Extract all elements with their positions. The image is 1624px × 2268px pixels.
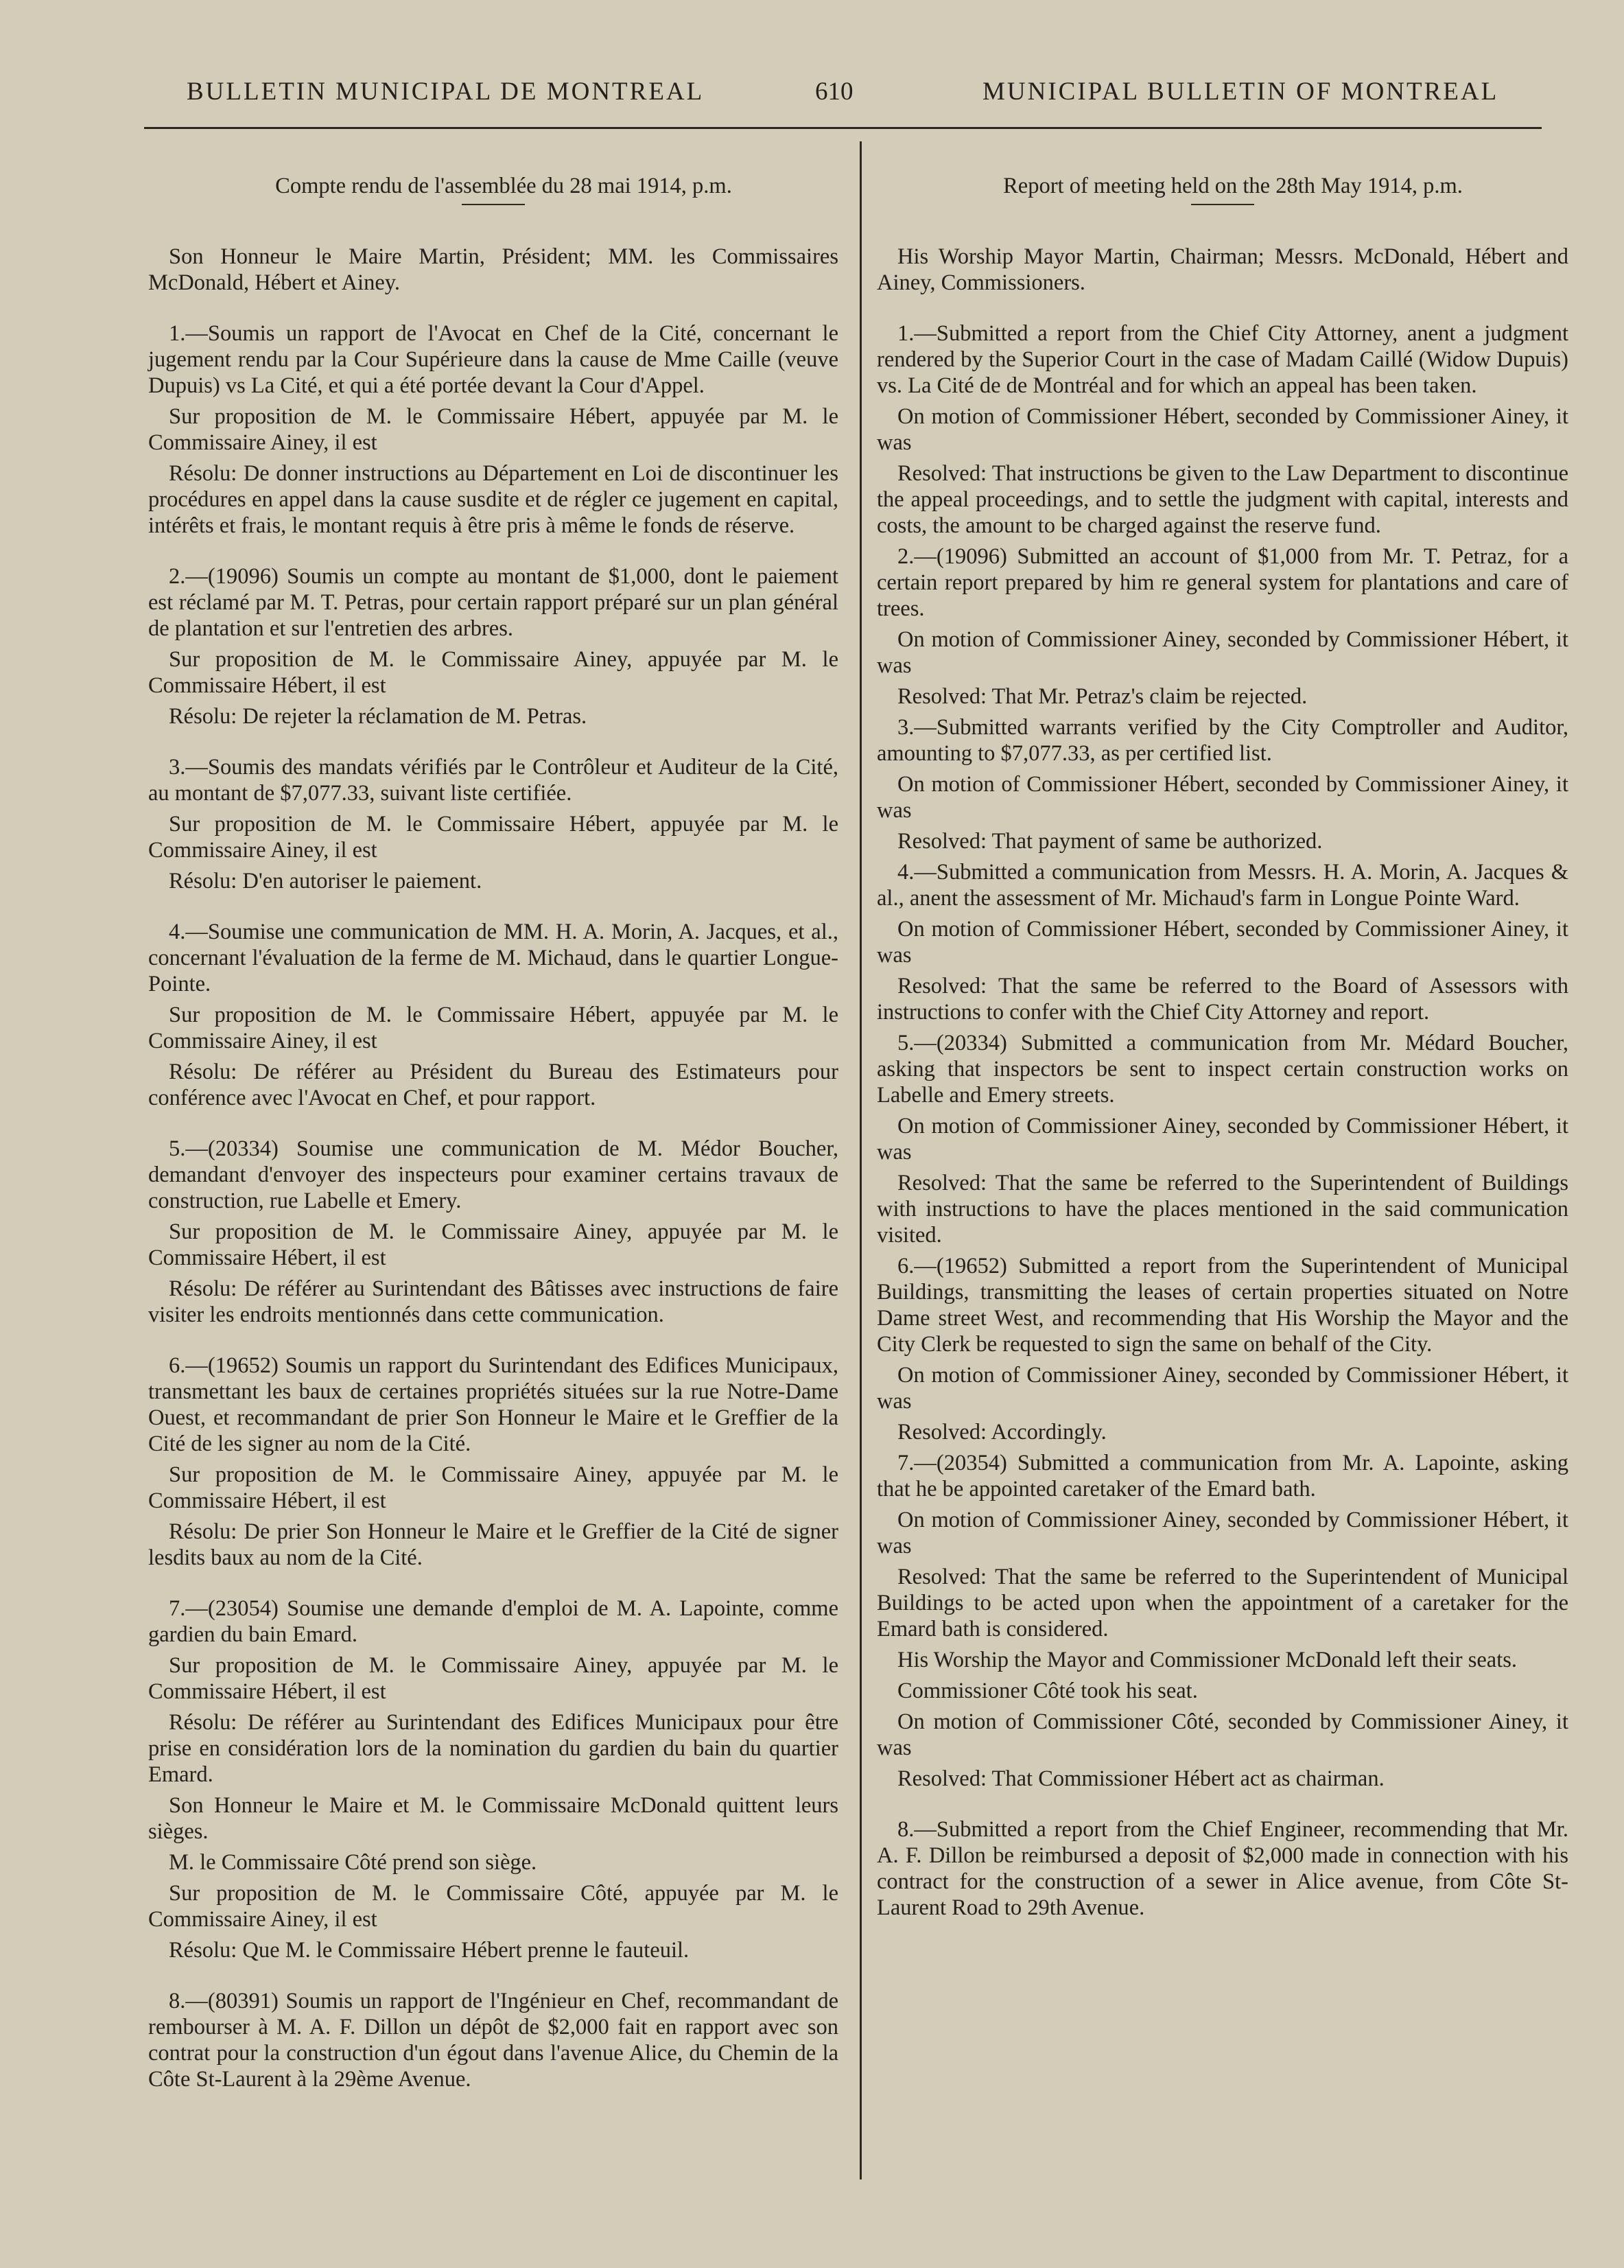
english-resolution: Resolved: That instructions be given to the Law Department to discontinue the appeal proceedings, and to settle the judgment with capital, interests and costs, the amount to be charged against the reserve fund. <box>877 461 1568 538</box>
french-motion: Sur proposition de M. le Commissaire Ainey, appuyée par M. le Commissaire Hébert, il est <box>148 1462 838 1513</box>
french-item-2: 2.—(19096) Soumis un compte au montant de $1,000, dont le paiement est réclamé par M. T. Petras, pour certain rapport préparé sur un plan général de plantation et sur l'entretien des arbres. <box>148 564 838 641</box>
french-resolution: Résolu: De donner instructions au Département en Loi de discontinuer les procédures en appel dans la cause susdite et de régler ce jugement en capital, intérêts et frais, le montant requis à être pris à même le fonds de réserve. <box>148 461 838 538</box>
french-title-rule <box>462 204 525 205</box>
english-attendance: His Worship Mayor Martin, Chairman; Messrs. McDonald, Hébert and Ainey, Commissioners. <box>877 244 1568 295</box>
english-item-8: 8.—Submitted a report from the Chief Engineer, recommending that Mr. A. F. Dillon be reimbursed a deposit of $2,000 made in connection with his contract for the construction of a sewer in Alice avenue, from Côte St-Laurent Road to 29th Avenue. <box>877 1817 1568 1920</box>
header-rule <box>144 127 1542 129</box>
french-item-6: 6.—(19652) Soumis un rapport du Surintendant des Edifices Municipaux, transmettant les baux de certaines propriétés situées sur la rue Notre-Dame Ouest, et recommandant de prier Son Honneur le Maire et le Greffier de la Cité de les signer au nom de la Cité. <box>148 1353 838 1456</box>
english-item-3: 3.—Submitted warrants verified by the City Comptroller and Auditor, amounting to $7,077.33, as per certified list. <box>877 715 1568 766</box>
french-item-5: 5.—(20334) Soumise une communication de M. Médor Boucher, demandant d'envoyer des inspecteurs pour examiner certains travaux de construction, rue Labelle et Emery. <box>148 1136 838 1213</box>
english-title-rule <box>1191 204 1254 205</box>
english-item-6: 6.—(19652) Submitted a report from the Superintendent of Municipal Buildings, transmitting the leases of certain properties situated on Notre Dame street West, and recommending that His Worship the Mayor and the City Clerk be requested to sign the same on behalf of the City. <box>877 1254 1568 1357</box>
english-motion: On motion of Commissioner Hébert, seconded by Commissioner Ainey, it was <box>877 772 1568 823</box>
french-resolution: Résolu: De référer au Surintendant des Edifices Municipaux pour être prise en considération lors de la nomination du gardien du bain du quartier Emard. <box>148 1710 838 1787</box>
french-motion: Sur proposition de M. le Commissaire Hébert, appuyée par M. le Commissaire Ainey, il est <box>148 812 838 863</box>
french-resolution: Résolu: D'en autoriser le paiement. <box>169 869 482 893</box>
french-note: Son Honneur le Maire et M. le Commissaire McDonald quittent leurs sièges. <box>148 1793 838 1844</box>
french-motion: Sur proposition de M. le Commissaire Hébert, appuyée par M. le Commissaire Ainey, il est <box>148 404 838 455</box>
french-resolution: Résolu: Que M. le Commissaire Hébert prenne le fauteuil. <box>169 1938 690 1963</box>
english-motion: On motion of Commissioner Hébert, seconded by Commissioner Ainey, it was <box>877 404 1568 455</box>
column-divider <box>860 141 862 2179</box>
french-resolution: Résolu: De référer au Président du Bureau des Estimateurs pour conférence avec l'Avocat en Chef, et pour rapport. <box>148 1060 838 1110</box>
english-motion: On motion of Commissioner Côté, seconded by Commissioner Ainey, it was <box>877 1709 1568 1760</box>
english-resolution: Resolved: That payment of same be authorized. <box>897 829 1323 854</box>
english-item-7: 7.—(20354) Submitted a communication from Mr. A. Lapointe, asking that he be appointed caretaker of the Emard bath. <box>877 1451 1568 1501</box>
french-item-4: 4.—Soumise une communication de MM. H. A. Morin, A. Jacques, et al., concernant l'évaluation de la ferme de M. Michaud, dans le quartier Longue-Pointe. <box>148 920 838 996</box>
french-item-1: 1.—Soumis un rapport de l'Avocat en Chef de la Cité, concernant le jugement rendu par la Cour Supérieure dans la cause de Mme Caille (veuve Dupuis) vs La Cité, et qui a été portée devant la Cour d'Appel. <box>148 321 838 398</box>
english-resolution: Resolved: That Mr. Petraz's claim be rejected. <box>897 684 1308 709</box>
header-english-title: MUNICIPAL BULLETIN OF MONTREAL <box>982 78 1499 106</box>
english-motion: On motion of Commissioner Ainey, seconded by Commissioner Hébert, it was <box>877 1114 1568 1165</box>
french-resolution: Résolu: De référer au Surintendant des Bâtisses avec instructions de faire visiter les endroits mentionnés dans cette communication. <box>148 1276 838 1327</box>
french-resolution: Résolu: De prier Son Honneur le Maire et le Greffier de la Cité de signer lesdits baux au nom de la Cité. <box>148 1519 838 1570</box>
english-motion: On motion of Commissioner Hébert, seconded by Commissioner Ainey, it was <box>877 917 1568 968</box>
french-item-8: 8.—(80391) Soumis un rapport de l'Ingénieur en Chef, recommandant de rembourser à M. A. F. Dillon un dépôt de $2,000 fait en rapport avec son contrat pour la construction d'un égout dans l'avenue Alice, du Chemin de la Côte St-Laurent à la 29ème Avenue. <box>148 1989 838 2092</box>
french-item-3: 3.—Soumis des mandats vérifiés par le Contrôleur et Auditeur de la Cité, au montant de $7,077.33, suivant liste certifiée. <box>148 755 838 806</box>
english-column <box>877 173 1568 1926</box>
french-note: M. le Commissaire Côté prend son siège. <box>169 1850 537 1875</box>
french-motion: Sur proposition de M. le Commissaire Côté, appuyée par M. le Commissaire Ainey, il est <box>148 1881 838 1932</box>
english-resolution: Resolved: Accordingly. <box>897 1420 1107 1445</box>
english-item-2: 2.—(19096) Submitted an account of $1,000 from Mr. T. Petraz, for a certain report prepared by him re general system for plantations and care of trees. <box>877 544 1568 621</box>
french-column <box>148 173 838 2097</box>
english-resolution: Resolved: That the same be referred to the Board of Assessors with instructions to confer with the Chief City Attorney and report. <box>877 974 1568 1025</box>
french-resolution: Résolu: De rejeter la réclamation de M. Petras. <box>169 704 587 729</box>
english-motion: On motion of Commissioner Ainey, seconded by Commissioner Hébert, it was <box>877 627 1568 678</box>
english-resolution: Resolved: That Commissioner Hébert act as chairman. <box>897 1766 1385 1791</box>
french-motion: Sur proposition de M. le Commissaire Ainey, appuyée par M. le Commissaire Hébert, il est <box>148 647 838 698</box>
english-note: His Worship the Mayor and Commissioner McDonald left their seats. <box>897 1648 1518 1672</box>
english-motion: On motion of Commissioner Ainey, seconded by Commissioner Hébert, it was <box>877 1508 1568 1558</box>
french-motion: Sur proposition de M. le Commissaire Ainey, appuyée par M. le Commissaire Hébert, il est <box>148 1653 838 1704</box>
english-item-4: 4.—Submitted a communication from Messrs. H. A. Morin, A. Jacques & al., anent the assessment of Mr. Michaud's farm in Longue Pointe Ward. <box>877 860 1568 911</box>
english-item-1: 1.—Submitted a report from the Chief City Attorney, anent a judgment rendered by the Superior Court in the case of Madam Caillé (Widow Dupuis) vs. La Cité de de Montréal and for which an appeal has been taken. <box>877 321 1568 398</box>
header-french-title: BULLETIN MUNICIPAL DE MONTREAL <box>187 78 705 106</box>
page-number: 610 <box>815 78 854 106</box>
french-motion: Sur proposition de M. le Commissaire Hébert, appuyée par M. le Commissaire Ainey, il est <box>148 1003 838 1053</box>
english-note: Commissioner Côté took his seat. <box>897 1679 1198 1703</box>
english-item-5: 5.—(20334) Submitted a communication from Mr. Médard Boucher, asking that inspectors be sent to inspect certain construction works on Labelle and Emery streets. <box>877 1031 1568 1108</box>
english-resolution: Resolved: That the same be referred to the Superintendent of Municipal Buildings to be acted upon when the appointment of a caretaker for the Emard bath is considered. <box>877 1565 1568 1641</box>
english-report-title: Report of meeting held on the 28th May 1914, p.m. <box>1003 174 1463 198</box>
french-motion: Sur proposition de M. le Commissaire Ainey, appuyée par M. le Commissaire Hébert, il est <box>148 1219 838 1270</box>
english-resolution: Resolved: That the same be referred to the Superintendent of Buildings with instructions to have the places mentioned in the said communication visited. <box>877 1171 1568 1248</box>
french-attendance: Son Honneur le Maire Martin, Président; MM. les Commissaires McDonald, Hébert et Ainey. <box>148 244 838 295</box>
french-item-7: 7.—(23054) Soumise une demande d'emploi de M. A. Lapointe, comme gardien du bain Emard. <box>148 1596 838 1647</box>
french-report-title: Compte rendu de l'assemblée du 28 mai 1914, p.m. <box>275 174 732 198</box>
english-motion: On motion of Commissioner Ainey, seconded by Commissioner Hébert, it was <box>877 1363 1568 1414</box>
